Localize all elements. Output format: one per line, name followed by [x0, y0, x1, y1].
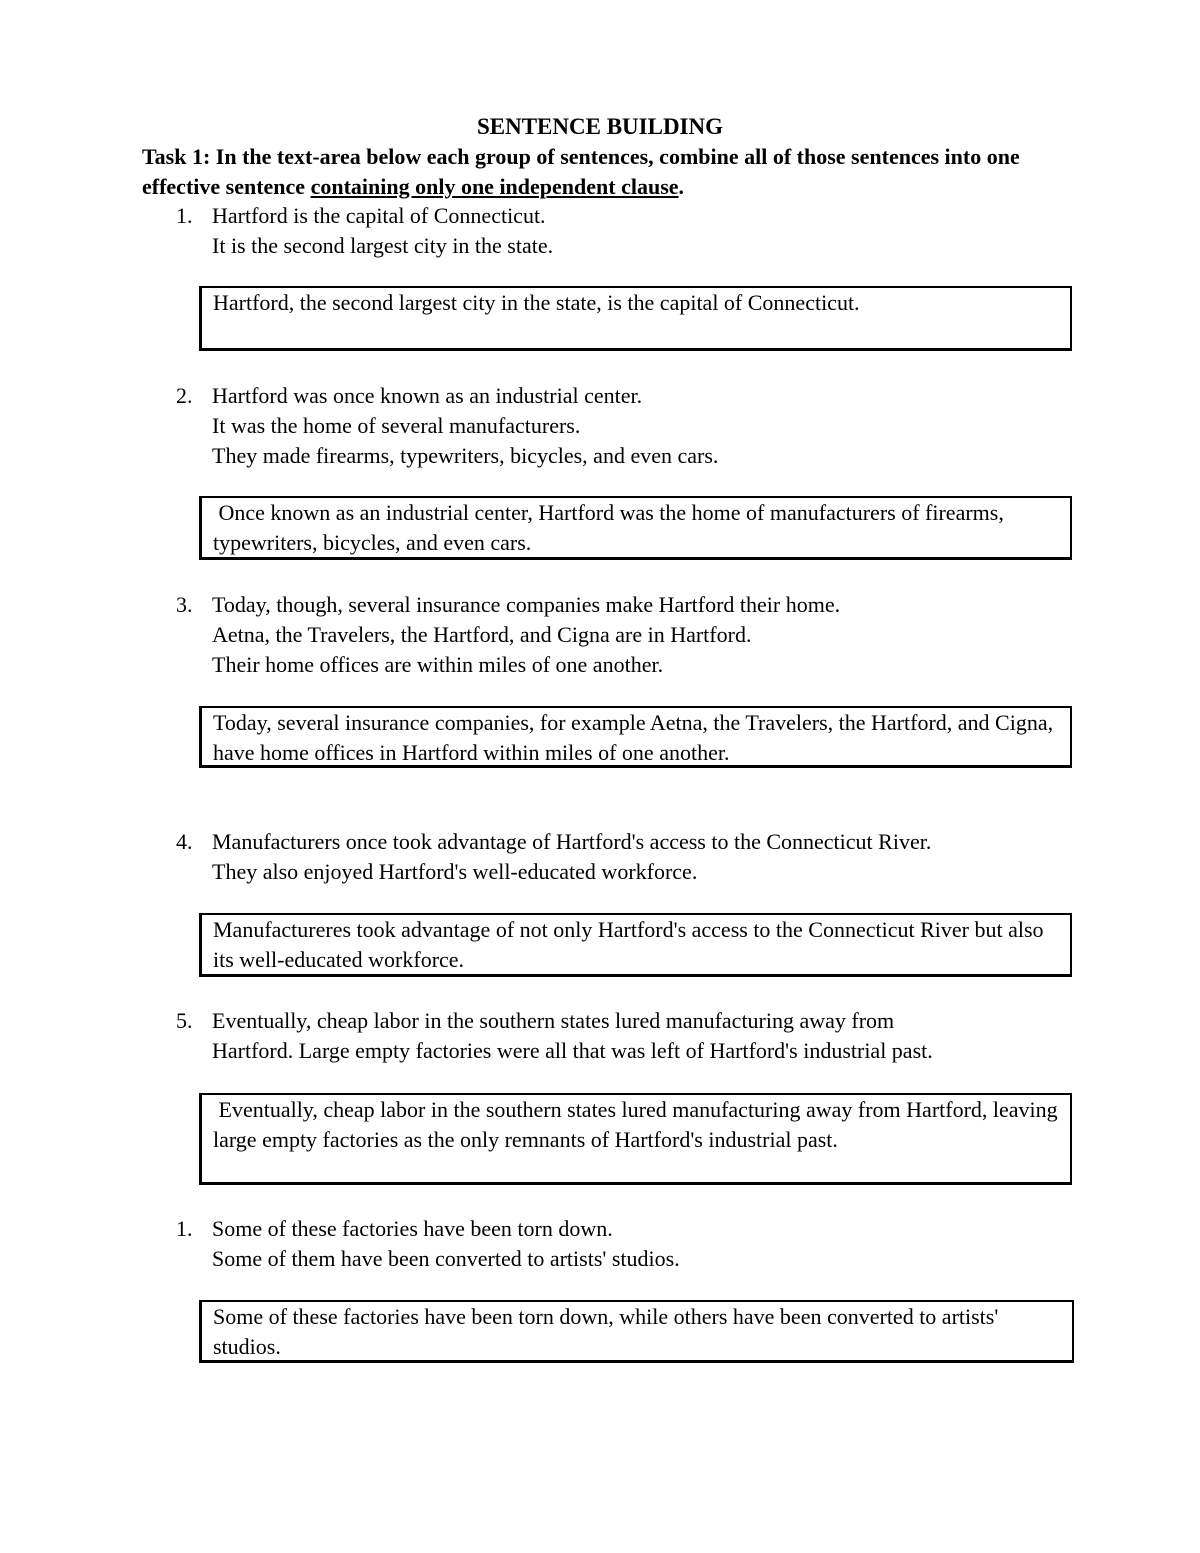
- prompt-sentence: They also enjoyed Hartford's well-educated workforce.: [212, 859, 698, 884]
- answer-text: Manufactureres took advantage of not only Hartford's access to the Connecticut River but also its well-educated workforce.: [213, 917, 1044, 972]
- answer-text: Eventually, cheap labor in the southern states lured manufacturing away from Hartford, leaving large empty factories as the only remnants of Hartford's industrial past.: [213, 1097, 1064, 1152]
- prompt-sentence: Hartford is the capital of Connecticut.: [212, 203, 546, 228]
- answer-text-area-5[interactable]: [199, 1093, 1072, 1185]
- answer-text: Today, several insurance companies, for example Aetna, the Travelers, the Hartford, and Cigna, have home offices in Hartford within miles of one another.: [213, 710, 1054, 765]
- page-title: SENTENCE BUILDING: [476, 114, 724, 139]
- item-number: 2.: [176, 383, 193, 408]
- answer-text-area-3[interactable]: [199, 706, 1072, 768]
- item-number: 1.: [176, 203, 193, 228]
- prompt-sentence: Eventually, cheap labor in the southern states lured manufacturing away from: [212, 1008, 895, 1033]
- prompt-sentence: Some of them have been converted to artists' studios.: [212, 1246, 680, 1271]
- answer-text-area-2[interactable]: [199, 496, 1072, 560]
- prompt-sentence: Their home offices are within miles of one another.: [212, 652, 664, 677]
- task-instructions: [142, 142, 1102, 202]
- prompt-sentence: Hartford was once known as an industrial center.: [212, 383, 643, 408]
- prompt-sentence: Some of these factories have been torn down.: [212, 1216, 613, 1241]
- prompt-sentence: Hartford. Large empty factories were all that was left of Hartford's industrial past.: [212, 1038, 933, 1063]
- item-number: 3.: [176, 592, 193, 617]
- prompt-sentence: It was the home of several manufacturers.: [212, 413, 581, 438]
- answer-text-area-4[interactable]: [199, 913, 1072, 977]
- answer-text: Some of these factories have been torn down, while others have been converted to artists' studios.: [213, 1304, 999, 1359]
- prompt-sentence: Manufacturers once took advantage of Hartford's access to the Connecticut River.: [212, 829, 932, 854]
- task-instructions-end: .: [678, 174, 685, 199]
- item-number: 5.: [176, 1008, 193, 1033]
- task-instructions-emphasis: containing only one independent clause: [310, 174, 679, 199]
- prompt-sentence: It is the second largest city in the state.: [212, 233, 554, 258]
- answer-text: Hartford, the second largest city in the state, is the capital of Connecticut.: [213, 290, 860, 315]
- answer-text-area-1[interactable]: [199, 286, 1072, 351]
- answer-text-area-6[interactable]: [199, 1300, 1074, 1363]
- answer-text: Once known as an industrial center, Hartford was the home of manufacturers of firearms, typewriters, bicycles, and even cars.: [213, 500, 1010, 555]
- task-instructions-lead: Task 1: In the text-area below each group of sentences, combine all of those sentences into one effective sentence: [142, 144, 1020, 199]
- prompt-sentence: They made firearms, typewriters, bicycles, and even cars.: [212, 443, 719, 468]
- item-number: 1.: [176, 1216, 193, 1241]
- item-number: 4.: [176, 829, 193, 854]
- prompt-sentence: Today, though, several insurance companies make Hartford their home.: [212, 592, 841, 617]
- prompt-sentence: Aetna, the Travelers, the Hartford, and Cigna are in Hartford.: [212, 622, 752, 647]
